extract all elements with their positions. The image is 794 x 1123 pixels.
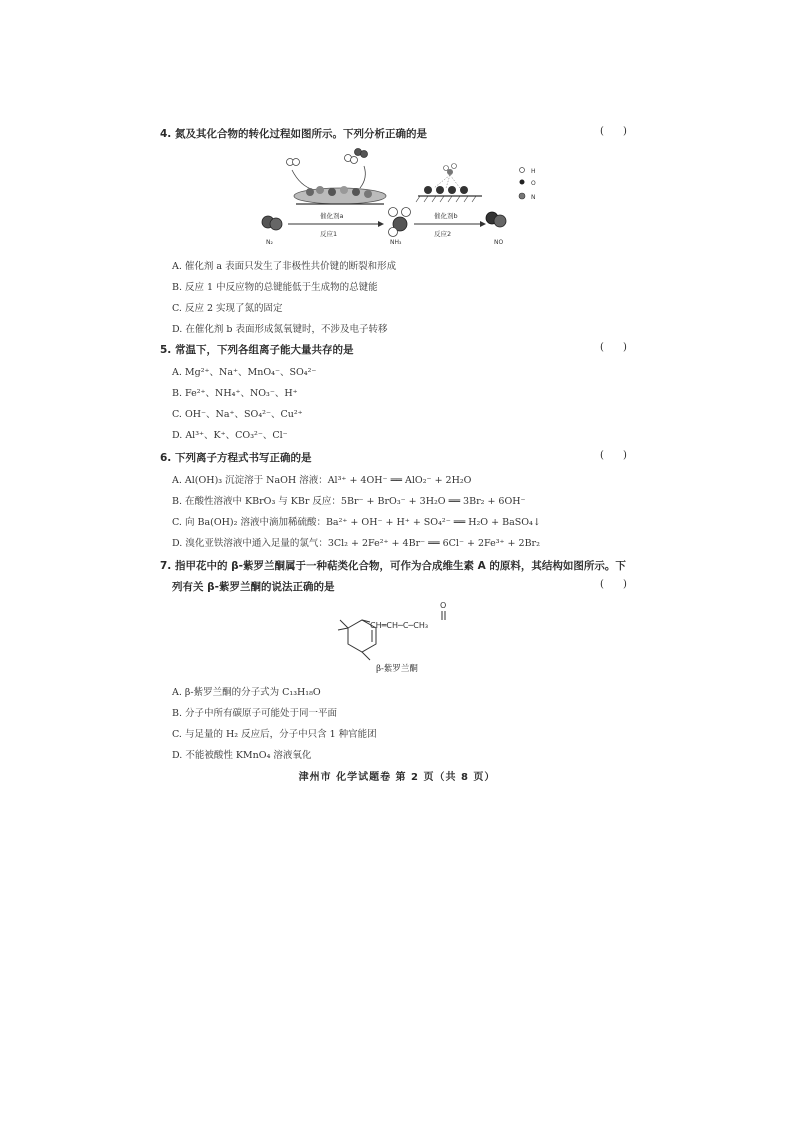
q4-answer-paren: ( ): [600, 126, 627, 137]
reaction1-label: 反应1: [320, 230, 338, 238]
q6-stem: 6. 下列离子方程式书写正确的是: [160, 452, 312, 464]
q5-option-b: B. Fe²⁺、NH₄⁺、NO₃⁻、H⁺: [172, 388, 298, 399]
beta-ionone-structure: [330, 598, 490, 670]
arrow-curve-1: [292, 170, 314, 190]
q7-option-a: A. β-紫罗兰酮的分子式为 C₁₃H₁₈O: [172, 687, 321, 698]
page-footer: 津州市 化学试题卷 第 2 页（共 8 页）: [298, 772, 496, 783]
q6-option-c: C. 向 Ba(OH)₂ 溶液中滴加稀硫酸：Ba²⁺ + OH⁻ + H⁺ + SO₄²⁻ ══ H₂O + BaSO₄↓: [172, 517, 541, 528]
catalyst-a-surface: [294, 186, 386, 204]
q4-option-a: A. 催化剂 a 表面只发生了非极性共价键的断裂和形成: [172, 261, 397, 272]
q7-answer-paren: ( ): [600, 579, 627, 590]
q7-stem-line2: 列有关 β-紫罗兰酮的说法正确的是: [172, 581, 335, 593]
no-label: NO: [494, 239, 504, 246]
q7-option-b: B. 分子中所有碳原子可能处于同一平面: [172, 708, 338, 719]
q6-option-b: B. 在酸性溶液中 KBrO₃ 与 KBr 反应：5Br⁻ + BrO₃⁻ + 3H₂O ══ 3Br₂ + 6OH⁻: [172, 496, 526, 507]
q5-stem: 5. 常温下，下列各组离子能大量共存的是: [160, 344, 354, 356]
n2-label: N₂: [266, 239, 273, 246]
catalyst-b-label: 催化剂b: [434, 212, 458, 220]
nh3-label: NH₃: [390, 239, 402, 246]
nh3-molecule: [389, 208, 411, 237]
q6-option-a: A. Al(OH)₃ 沉淀溶于 NaOH 溶液：Al³⁺ + 4OH⁻ ══ AlO₂⁻ + 2H₂O: [172, 475, 472, 486]
q7-option-c: C. 与足量的 H₂ 反应后，分子中只含 1 种官能团: [172, 729, 377, 740]
side-chain: CH═CH─C─CH₃: [370, 621, 429, 630]
h2-molecules: [287, 149, 368, 166]
q7-option-d: D. 不能被酸性 KMnO₄ 溶液氧化: [172, 750, 312, 761]
q4-option-b: B. 反应 1 中反应物的总键能低于生成物的总键能: [172, 282, 378, 293]
q7-stem-line1: 7. 指甲花中的 β-紫罗兰酮属于一种萜类化合物，可作为合成维生素 A 的原料，其结构如图所示。下: [160, 560, 626, 572]
legend-o: O: [531, 180, 536, 187]
q5-answer-paren: ( ): [600, 342, 627, 353]
legend-h: H: [531, 168, 536, 175]
q4-option-c: C. 反应 2 实现了氮的固定: [172, 303, 283, 314]
carbonyl-oxygen: O: [440, 601, 447, 610]
reaction2-label: 反应2: [434, 230, 452, 238]
q4-stem: 4. 氮及其化合物的转化过程如图所示。下列分析正确的是: [160, 128, 427, 140]
arrow-curve-2: [360, 166, 365, 188]
q6-option-d: D. 溴化亚铁溶液中通入足量的氯气：3Cl₂ + 2Fe²⁺ + 4Br⁻ ══ 6Cl⁻ + 2Fe³⁺ + 2Br₂: [172, 538, 540, 549]
q5-option-c: C. OH⁻、Na⁺、SO₄²⁻、Cu²⁺: [172, 409, 303, 420]
legend-n: N: [531, 194, 536, 201]
q4-reaction-diagram: [250, 148, 610, 248]
n2-molecule: [262, 216, 282, 230]
q4-option-d: D. 在催化剂 b 表面形成氮氧键时，不涉及电子转移: [172, 324, 388, 335]
q5-option-a: A. Mg²⁺、Na⁺、MnO₄⁻、SO₄²⁻: [172, 367, 317, 378]
catalyst-a-label: 催化剂a: [320, 212, 344, 220]
q5-option-d: D. Al³⁺、K⁺、CO₃²⁻、Cl⁻: [172, 430, 288, 441]
no-molecule: [486, 212, 506, 227]
structure-caption: β-紫罗兰酮: [376, 664, 418, 674]
atom-legend: [519, 168, 536, 202]
catalyst-b-surface: [416, 164, 482, 203]
q6-answer-paren: ( ): [600, 450, 627, 461]
